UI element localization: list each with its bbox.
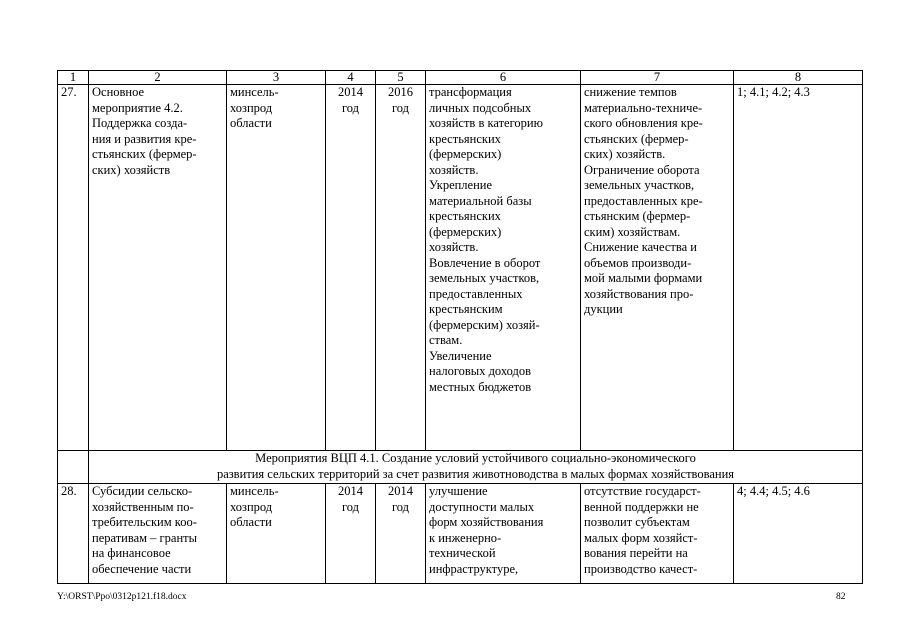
text-line: стьянских (фермер-	[92, 147, 197, 161]
measure-name-cell	[89, 85, 227, 451]
text-line: ния и развития кре-	[92, 131, 197, 146]
measure-name-cell	[89, 484, 227, 584]
text-line: Мероприятия ВЦП 4.1. Создание условий устойчивого социально-экономического	[255, 451, 696, 465]
text-line: ских) хозяйств	[92, 162, 171, 177]
text-line: мероприятие 4.2.	[92, 100, 183, 115]
text-line: год	[391, 499, 410, 514]
text-line: крестьянским	[429, 302, 503, 316]
text-line: позволит субъектам	[584, 515, 690, 529]
text-line: 2016	[388, 85, 413, 99]
text-line: минсель-	[230, 85, 279, 99]
text-line: Увеличение	[429, 348, 492, 363]
text-line: хозяйств.	[429, 240, 479, 254]
text-line: трансформация	[429, 85, 512, 99]
section-row	[58, 451, 863, 484]
header-cell-1: 1	[58, 71, 89, 85]
text-line: ских) хозяйств.	[584, 147, 666, 161]
indicators-cell: 4; 4.4; 4.5; 4.6	[734, 484, 863, 584]
text-line: развития сельских территорий за счет развития животноводства в малых формах хозяйствования	[216, 466, 735, 481]
text-line: местных бюджетов	[429, 379, 532, 394]
text-line: Основное	[92, 85, 145, 99]
end-year-cell	[376, 484, 426, 584]
text-line: к инженерно-	[429, 530, 502, 545]
text-line: улучшение	[429, 484, 488, 498]
text-line: объемов производи-	[584, 255, 692, 270]
text-line: год	[391, 100, 410, 115]
text-line: Поддержка созда-	[92, 116, 188, 130]
text-line: требительским коо-	[92, 515, 197, 529]
section-blank-cell	[58, 451, 89, 484]
text-line: материально-техниче-	[584, 100, 703, 115]
text-line: форм хозяйствования	[429, 515, 544, 529]
text-line: хозяйств в категорию	[429, 116, 543, 130]
expected-result-cell	[426, 484, 581, 584]
text-line: технической	[429, 546, 496, 560]
text-line: личных подсобных	[429, 100, 532, 115]
text-line: налоговых доходов	[429, 364, 532, 378]
text-line: мой малыми формами	[584, 271, 703, 285]
text-line: материальной базы	[429, 193, 532, 208]
row-number: 27.	[58, 85, 89, 451]
end-year-cell	[376, 85, 426, 451]
text-line: (фермерских)	[429, 224, 502, 239]
text-line: Укрепление	[429, 178, 493, 192]
text-line: год	[341, 100, 360, 115]
text-line: Ограничение оборота	[584, 162, 700, 177]
start-year-cell	[326, 85, 376, 451]
text-line: крестьянских	[429, 131, 501, 146]
text-line: предоставленных	[429, 286, 523, 301]
text-line: области	[230, 116, 272, 130]
table-row	[58, 85, 863, 451]
text-line: год	[341, 499, 360, 514]
text-line: ствам.	[429, 333, 463, 347]
header-cell-7: 7	[581, 71, 734, 85]
text-line: дукции	[584, 302, 623, 316]
text-line: стьянским (фермер-	[584, 209, 691, 223]
program-table	[57, 70, 863, 584]
header-cell-3: 3	[227, 71, 326, 85]
text-line: земельных участков,	[429, 271, 540, 285]
footer-file-path: Y:\ORST\Ppo\0312p121.f18.docx	[57, 592, 187, 602]
text-line: отсутствие государст-	[584, 484, 701, 498]
text-line: Вовлечение в оборот	[429, 255, 541, 270]
text-line: минсель-	[230, 484, 279, 498]
text-line: малых форм хозяйст-	[584, 530, 698, 545]
executor-cell	[227, 484, 326, 584]
indicators-cell: 1; 4.1; 4.2; 4.3	[734, 85, 863, 451]
text-line: крестьянских	[429, 209, 501, 223]
text-line: венной поддержки не	[584, 499, 699, 514]
text-line: (фермерским) хозяй-	[429, 317, 540, 332]
text-line: на финансовое	[92, 546, 171, 560]
expected-result-cell	[426, 85, 581, 451]
table-row	[58, 484, 863, 584]
header-cell-6: 6	[426, 71, 581, 85]
text-line: 2014	[388, 484, 413, 498]
text-line: производство качест-	[584, 561, 698, 576]
text-line: Снижение качества и	[584, 240, 697, 254]
text-line: перативам – гранты	[92, 530, 198, 545]
text-line: 2014	[338, 85, 363, 99]
text-line: инфраструктуре,	[429, 561, 519, 576]
text-line: 2014	[338, 484, 363, 498]
text-line: области	[230, 515, 272, 529]
text-line: хозяйственным по-	[92, 499, 194, 514]
text-line: хозпрод	[230, 499, 273, 514]
text-line: (фермерских)	[429, 147, 502, 161]
text-line: стьянских (фермер-	[584, 131, 689, 146]
text-line: хозяйствования про-	[584, 286, 694, 301]
text-line: предоставленных кре-	[584, 193, 703, 208]
header-cell-5: 5	[376, 71, 426, 85]
header-cell-8: 8	[734, 71, 863, 85]
text-line: обеспечение части	[92, 561, 192, 576]
consequences-cell	[581, 85, 734, 451]
consequences-cell	[581, 484, 734, 584]
text-line: ского обновления кре-	[584, 116, 703, 130]
start-year-cell	[326, 484, 376, 584]
text-line: вования перейти на	[584, 546, 688, 560]
text-line: ским) хозяйствам.	[584, 224, 681, 239]
text-line: Субсидии сельско-	[92, 484, 193, 498]
header-cell-2: 2	[89, 71, 227, 85]
page-number: 82	[836, 592, 846, 602]
text-line: хозяйств.	[429, 162, 479, 177]
text-line: хозпрод	[230, 100, 273, 115]
section-heading	[89, 451, 863, 484]
row-number: 28.	[58, 484, 89, 584]
text-line: доступности малых	[429, 499, 535, 514]
executor-cell	[227, 85, 326, 451]
text-line: снижение темпов	[584, 85, 677, 99]
header-row	[58, 71, 863, 85]
header-cell-4: 4	[326, 71, 376, 85]
text-line: земельных участков,	[584, 178, 695, 192]
